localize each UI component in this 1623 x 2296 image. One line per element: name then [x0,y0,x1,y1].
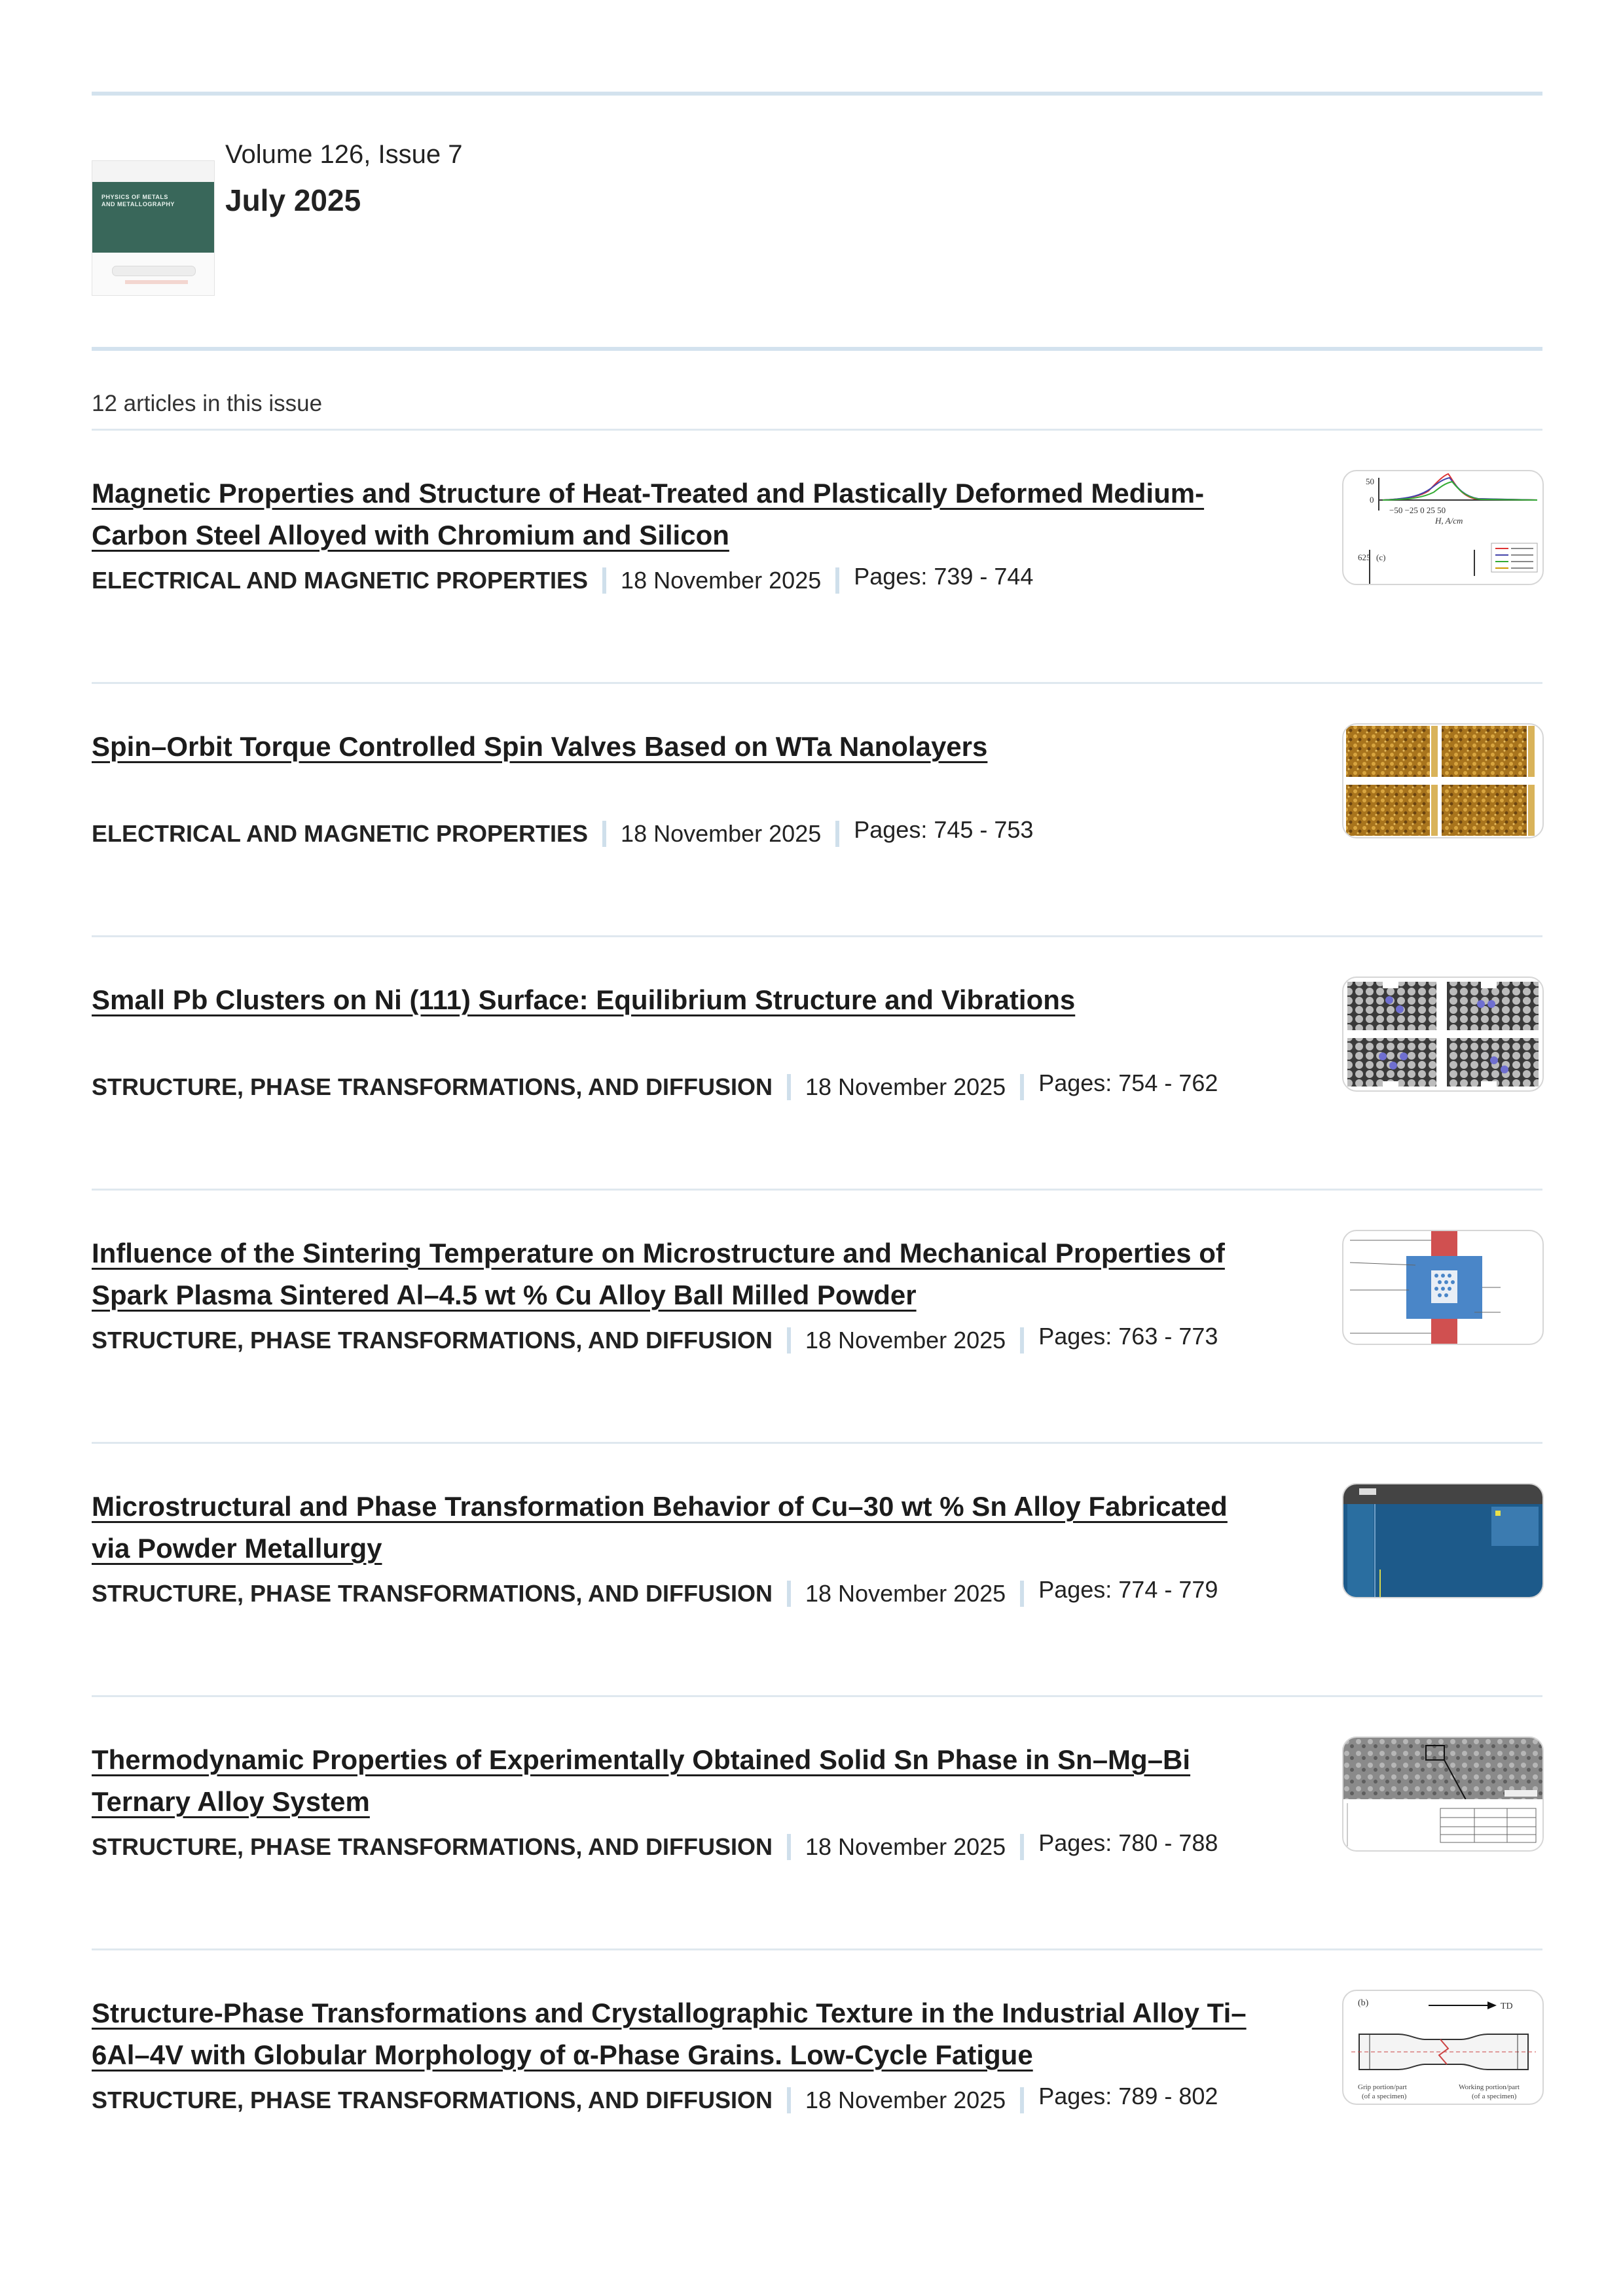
svg-text:TD: TD [1501,2001,1513,2011]
article-pages: Pages: 789 - 802 [1038,2083,1218,2109]
issue-date: July 2025 [225,183,361,217]
article-thumbnail[interactable] [1342,1483,1544,1598]
article-pages: Pages: 774 - 779 [1038,1576,1218,1603]
article-title-link[interactable]: Thermodynamic Properties of Experimentally Obtained Solid Sn Phase in Sn–Mg–Bi Ternary Alloy System [92,1744,1191,1817]
svg-text:(of a specimen): (of a specimen) [1472,2092,1517,2100]
article-date: 18 November 2025 [621,820,822,847]
article-meta [92,1829,1218,1862]
svg-text:H, A/cm: H, A/cm [1435,516,1463,526]
svg-text:(of a specimen): (of a specimen) [1362,2092,1407,2100]
article-item [92,937,1542,1191]
article-title-link[interactable]: Small Pb Clusters on Ni (111) Surface: Equilibrium Structure and Vibrations [92,984,1076,1015]
article-thumbnail[interactable] [1342,1736,1544,1852]
article-category: STRUCTURE, PHASE TRANSFORMATIONS, AND DIFFUSION [92,2087,773,2113]
svg-text:50: 50 [1366,476,1374,486]
article-item [92,1191,1542,1444]
article-date: 18 November 2025 [805,1327,1006,1354]
svg-text:Working portion/part: Working portion/part [1459,2083,1520,2091]
article-category: ELECTRICAL AND MAGNETIC PROPERTIES [92,567,589,594]
article-item [92,684,1542,938]
issue-header [92,124,1542,321]
article-pages: Pages: 739 - 744 [854,563,1034,590]
article-title-link[interactable]: Magnetic Properties and Structure of Heat-Treated and Plastically Deformed Medium-Carbon Steel Alloyed with Chromium and Silicon [92,478,1205,550]
svg-text:−50 −25 0 25 50: −50 −25 0 25 50 [1389,505,1446,515]
article-pages: Pages: 780 - 788 [1038,1829,1218,1856]
article-date: 18 November 2025 [621,567,822,594]
article-meta [92,1325,1218,1355]
svg-text:0: 0 [1370,495,1374,505]
issue-volume: Volume 126, Issue 7 [225,140,463,169]
svg-text:(b): (b) [1358,1998,1369,2008]
article-item [92,1950,1542,2204]
article-date: 18 November 2025 [805,2087,1006,2113]
article-item [92,431,1542,685]
article-meta [92,565,1033,596]
article-meta [92,1576,1218,1609]
publisher-logo [112,266,196,276]
article-title-link[interactable]: Spin–Orbit Torque Controlled Spin Valves Based on WTa Nanolayers [92,731,988,762]
article-thumbnail[interactable] [1342,1990,1544,2105]
article-category: STRUCTURE, PHASE TRANSFORMATIONS, AND DIFFUSION [92,1073,773,1100]
article-title-link[interactable]: Influence of the Sintering Temperature on Microstructure and Mechanical Properties of Spark Plasma Sintered Al–4.5 wt % Cu Alloy Ball Milled Powder [92,1238,1225,1310]
article-count: 12 articles in this issue [92,391,323,416]
article-thumbnail[interactable] [1342,977,1544,1092]
article-pages: Pages: 763 - 773 [1038,1323,1218,1350]
article-meta [92,816,1034,849]
article-item [92,1697,1542,1951]
article-category: STRUCTURE, PHASE TRANSFORMATIONS, AND DIFFUSION [92,1833,773,1860]
article-date: 18 November 2025 [805,1073,1006,1100]
top-divider [92,92,1542,96]
article-pages: Pages: 754 - 762 [1038,1069,1218,1096]
svg-text:(c): (c) [1376,552,1386,562]
article-category: STRUCTURE, PHASE TRANSFORMATIONS, AND DIFFUSION [92,1580,773,1607]
article-meta [92,2085,1218,2115]
article-pages: Pages: 745 - 753 [854,816,1034,843]
cover-title: PHYSICS OF METALS AND METALLOGRAPHY [101,194,175,207]
journal-cover-image[interactable] [92,160,215,296]
article-title-link[interactable]: Microstructural and Phase Transformation Behavior of Cu–30 wt % Sn Alloy Fabricated via Powder Metallurgy [92,1491,1228,1564]
article-thumbnail[interactable] [1342,470,1544,585]
article-thumbnail[interactable] [1342,723,1544,838]
article-meta [92,1069,1218,1102]
article-category: ELECTRICAL AND MAGNETIC PROPERTIES [92,820,589,847]
article-title-link[interactable]: Structure-Phase Transformations and Crystallographic Texture in the Industrial Alloy Ti–6Al–4V with Globular Morphology of α-Phase Grains. Low-Cycle Fatigue [92,1998,1247,2070]
article-date: 18 November 2025 [805,1580,1006,1607]
article-category: STRUCTURE, PHASE TRANSFORMATIONS, AND DIFFUSION [92,1327,773,1354]
article-thumbnail[interactable] [1342,1230,1544,1345]
svg-text:Grip portion/part: Grip portion/part [1358,2083,1407,2091]
svg-text:625: 625 [1358,552,1371,562]
header-divider [92,347,1542,351]
article-date: 18 November 2025 [805,1833,1006,1860]
article-item [92,1444,1542,1698]
